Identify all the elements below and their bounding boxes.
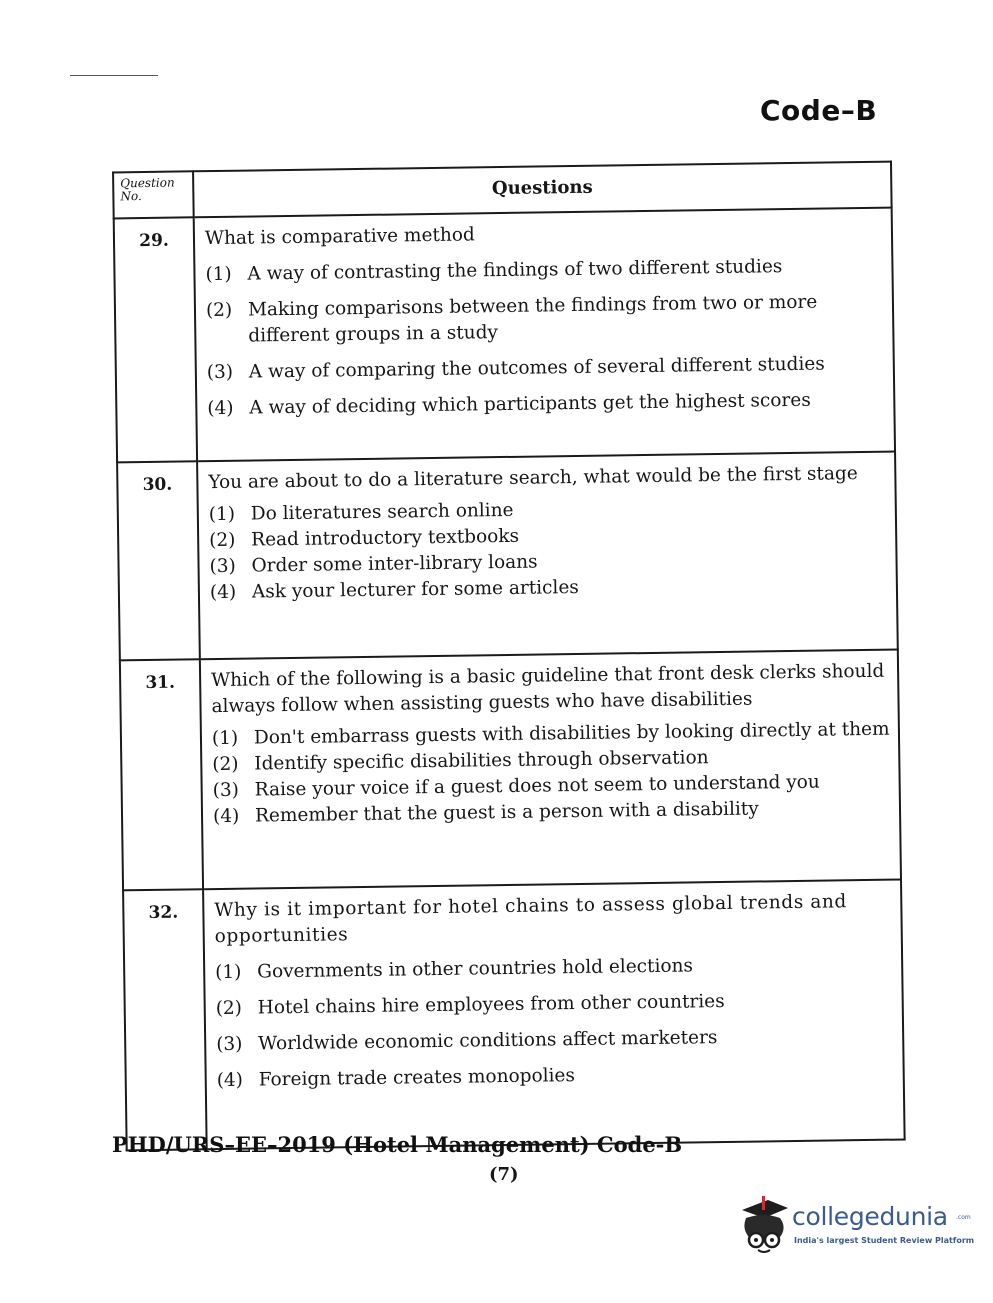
question-row — [123, 879, 905, 1150]
option-label: (1) — [205, 263, 232, 286]
option-label: (3) — [212, 779, 240, 802]
question-body — [194, 208, 895, 462]
option-text: A way of comparing the outcomes of several different studies — [248, 353, 825, 383]
code-label: Code–B — [760, 94, 878, 127]
question-row — [114, 208, 895, 463]
option-text: Order some inter-library loans — [251, 551, 538, 577]
answer-option — [217, 1059, 897, 1094]
answer-option — [205, 253, 885, 288]
question-row — [117, 452, 898, 661]
option-text: Worldwide economic conditions affect marketers — [258, 1027, 718, 1055]
logo-domain-suffix: .com — [956, 1214, 971, 1221]
option-label: (4) — [212, 805, 240, 828]
question-body — [197, 452, 898, 660]
collegedunia-logo — [738, 1196, 975, 1266]
option-label: (3) — [216, 1033, 243, 1056]
option-text: Don't embarrass guests with disabilities by looking directly at them — [253, 718, 890, 749]
option-label: (3) — [206, 361, 234, 384]
question-text: Why is it important for hotel chains to assess global trends and opportunities — [214, 891, 848, 948]
option-label: (2) — [212, 753, 239, 776]
question-row — [120, 650, 901, 891]
option-text: Ask your lecturer for some articles — [251, 576, 579, 603]
option-label: (4) — [209, 581, 237, 604]
question-sheet — [112, 161, 905, 1134]
answer-option — [207, 387, 887, 422]
column-header-questions: Questions — [193, 162, 892, 218]
answer-option — [207, 351, 887, 386]
option-label: (2) — [215, 997, 243, 1020]
question-number: 31. — [120, 659, 203, 890]
question-text: You are about to do a literature search, what would be the first stage — [208, 463, 858, 494]
option-text: Governments in other countries hold elections — [257, 955, 694, 983]
answer-option — [215, 951, 895, 986]
option-label: (2) — [205, 299, 233, 322]
option-text: Remember that the guest is a person with a disability — [254, 798, 759, 827]
option-label: (4) — [207, 397, 234, 420]
question-text: Which of the following is a basic guideline that front desk clerks should always follow when assisting guests who have disabilities — [211, 660, 885, 718]
logo-wordmark: collegedunia — [792, 1202, 948, 1231]
logo-tagline: India's largest Student Review Platform — [794, 1236, 975, 1245]
option-text: Identify specific disabilities through observation — [254, 747, 709, 775]
option-label: (1) — [211, 727, 239, 750]
question-number: 32. — [123, 889, 207, 1150]
question-text: What is comparative method — [204, 224, 475, 250]
option-label: (1) — [208, 503, 236, 526]
option-label: (4) — [216, 1069, 244, 1092]
option-label: (1) — [215, 961, 242, 984]
mascot-icon — [738, 1196, 790, 1258]
question-body — [200, 650, 901, 890]
option-text: Making comparisons between the findings from two or more different groups in a study — [247, 291, 818, 347]
option-text: Do literatures search online — [250, 499, 514, 525]
page-number: (7) — [489, 1164, 519, 1185]
option-text: Hotel chains hire employees from other countries — [257, 990, 725, 1019]
option-text: Foreign trade creates monopolies — [258, 1065, 576, 1091]
top-rule — [70, 75, 158, 76]
answer-option — [216, 987, 896, 1022]
option-text: A way of deciding which participants get the highest scores — [249, 389, 811, 419]
option-text: Raise your voice if a guest does not seem to understand you — [254, 771, 820, 801]
option-text: A way of contrasting the findings of two different studies — [247, 256, 783, 285]
question-body — [203, 879, 905, 1149]
column-header-question-no: Question No. — [113, 171, 194, 218]
option-label: (3) — [209, 555, 236, 578]
exam-footer: PHD/URS–EE–2019 (Hotel Management) Code-B — [112, 1132, 683, 1157]
option-label: (2) — [209, 529, 236, 552]
question-number: 29. — [114, 217, 197, 462]
answer-option — [206, 289, 887, 350]
option-text: Read introductory textbooks — [251, 525, 520, 551]
answer-option — [216, 1023, 896, 1058]
question-number: 30. — [117, 461, 200, 660]
questions-table — [112, 161, 906, 1152]
